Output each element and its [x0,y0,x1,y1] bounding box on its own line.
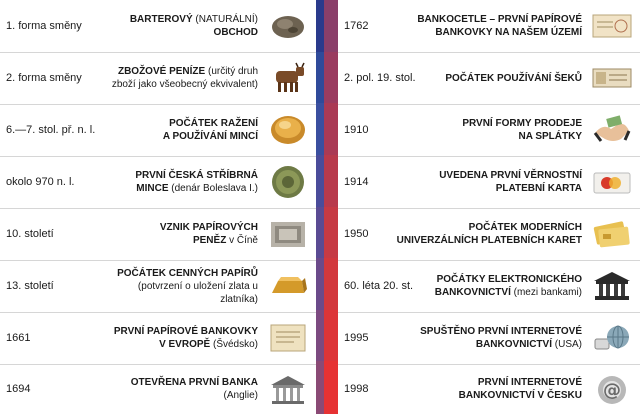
timeline-row [0,208,316,261]
row-date: 1910 [344,124,369,136]
row-note-line2: zboží jako všeobecný ekvivalent) [111,79,258,90]
left-column [0,0,316,413]
row-note-line2: (mezi bankami) [513,287,582,298]
row-description [98,104,258,156]
row-date: 10. století [6,228,54,240]
timeline-bar-segment [324,258,338,311]
timeline-bar-left [316,0,324,413]
row-description [98,260,258,312]
timeline-row [0,312,316,365]
row-description [392,364,582,413]
timeline-row [0,260,316,313]
timeline-bar-right [324,0,338,413]
row-date: 1. forma směny [6,20,82,32]
row-description [392,260,582,312]
timeline-row [338,156,640,209]
row-title: UVEDENA PRVNÍ VĚRNOSTNÍ [439,170,582,181]
timeline-bar-segment [324,361,338,414]
right-column [338,0,640,413]
row-date: 13. století [6,280,54,292]
row-title: BANKOCETLE – PRVNÍ PAPÍROVÉ [417,14,582,25]
old-banknote-icon [266,320,310,356]
timeline-row [0,156,316,209]
row-title: POČÁTEK RAŽENÍ [169,118,258,129]
timeline-bar-segment [324,52,338,105]
row-title: POČÁTEK MODERNÍCH [468,222,582,233]
timeline-row [0,0,316,53]
row-date: 2. pol. 19. stol. [344,72,416,84]
timeline-row [338,260,640,313]
row-date: 1694 [6,382,31,395]
timeline-row [0,52,316,105]
row-title-line2: BANKOVNICTVÍ V ČESKU [458,389,582,401]
row-title: VZNIK PAPÍROVÝCH [159,222,258,233]
row-title: PRVNÍ INTERNETOVÉ [477,376,582,388]
row-title: OTEVŘENA PRVNÍ BANKA [130,376,258,388]
row-date: 2. forma směny [6,72,82,84]
row-title-line2: MINCE [136,183,169,194]
chinese-banknote-icon [266,216,310,252]
timeline-bar-segment [324,207,338,260]
timeline-row [0,364,316,413]
row-title-line2: OBCHOD [213,27,258,38]
timeline-bar-segment [316,0,324,53]
at-sign-icon [590,372,634,408]
row-description [392,208,582,260]
row-title-line2: V EVROPĚ [159,339,211,350]
row-date: 1661 [6,332,31,344]
row-date: 1762 [344,20,369,32]
row-note-line2: v Číně [229,235,258,246]
bank-building-icon [266,372,310,408]
row-note-line2: (Švédsko) [212,339,258,350]
row-title-line2: PENĚZ [192,235,227,246]
row-title: BARTEROVÝ [129,14,193,25]
cheque-icon [590,60,634,96]
row-description [392,312,582,364]
loyalty-card-icon [590,164,634,200]
row-date: 1995 [344,332,369,344]
row-description [98,312,258,364]
gold-bar-icon [266,268,310,304]
row-title-line2: BANKOVNICTVÍ [475,339,552,350]
timeline-bar-segment [316,310,324,363]
row-title-line2: A POUŽÍVÁNÍ MINCÍ [162,131,258,142]
handshake-money-icon [590,112,634,148]
coin-lump-icon [266,8,310,44]
row-title: POČÁTEK CENNÝCH PAPÍRŮ [117,267,258,279]
row-title: PRVNÍ FORMY PRODEJE [462,118,582,129]
timeline-row [338,104,640,157]
row-description [98,52,258,104]
row-note: (NATURÁLNÍ) [195,14,258,25]
row-description [392,156,582,208]
row-note-line2: (USA) [554,339,582,350]
timeline-row [338,312,640,365]
row-description [98,208,258,260]
silver-coin-icon [266,164,310,200]
row-title: PRVNÍ PAPÍROVÉ BANKOVKY [113,326,258,337]
row-note-line2: (potvrzení o uložení zlata u zlatníka) [137,280,258,305]
row-title: POČÁTKY ELEKTRONICKÉHO [436,274,582,285]
row-title-line2: UNIVERZÁLNÍCH PLATEBNÍCH KARET [396,235,582,246]
gold-coin-icon [266,112,310,148]
timeline-bar-segment [316,103,324,156]
row-date: 6.—7. stol. př. n. l. [6,124,96,136]
row-title: SPUŠTĚNO PRVNÍ INTERNETOVÉ [420,326,582,337]
cattle-icon [266,60,310,96]
row-title-line2: NA SPLÁTKY [518,131,582,142]
row-note-line2: (denár Boleslava I.) [171,183,258,194]
timeline-bar-segment [324,0,338,53]
timeline-bar-segment [324,310,338,363]
row-description [392,52,582,104]
row-date: 60. léta 20. st. [344,280,414,292]
svg-text:@: @ [603,380,621,401]
timeline-row [338,364,640,413]
timeline-row [338,0,640,53]
timeline-bar-segment [316,207,324,260]
timeline-bar-segment [316,258,324,311]
row-date: 1998 [344,382,369,395]
row-description [98,156,258,208]
row-title-line2: BANKOVKY NA NAŠEM ÚZEMÍ [435,27,582,38]
row-description [392,0,582,52]
row-description [98,0,258,52]
row-note: (určitý druh [207,66,258,77]
timeline-row [0,104,316,157]
timeline-bar-segment [316,155,324,208]
bankocetle-icon [590,8,634,44]
row-date: 1914 [344,176,369,188]
row-description [392,104,582,156]
timeline-bar-segment [324,155,338,208]
row-note: (Anglie) [223,389,258,401]
row-title-line2: PLATEBNÍ KARTA [495,183,582,194]
timeline-row [338,52,640,105]
timeline-bar-segment [316,52,324,105]
row-title-line2: BANKOVNICTVÍ [434,287,511,298]
row-date: 1950 [344,228,369,240]
row-title: POČÁTEK POUŽÍVÁNÍ ŠEKŮ [445,72,582,84]
timeline-bar-segment [324,103,338,156]
bank-network-icon [590,268,634,304]
row-title: PRVNÍ ČESKÁ STŘÍBRNÁ [135,170,258,181]
internet-globe-icon [590,320,634,356]
row-date: okolo 970 n. l. [6,176,75,188]
timeline-bar-segment [316,361,324,414]
row-title: ZBOŽOVÉ PENÍZE [117,66,206,77]
row-description [98,364,258,413]
timeline-row [338,208,640,261]
credit-cards-icon [590,216,634,252]
